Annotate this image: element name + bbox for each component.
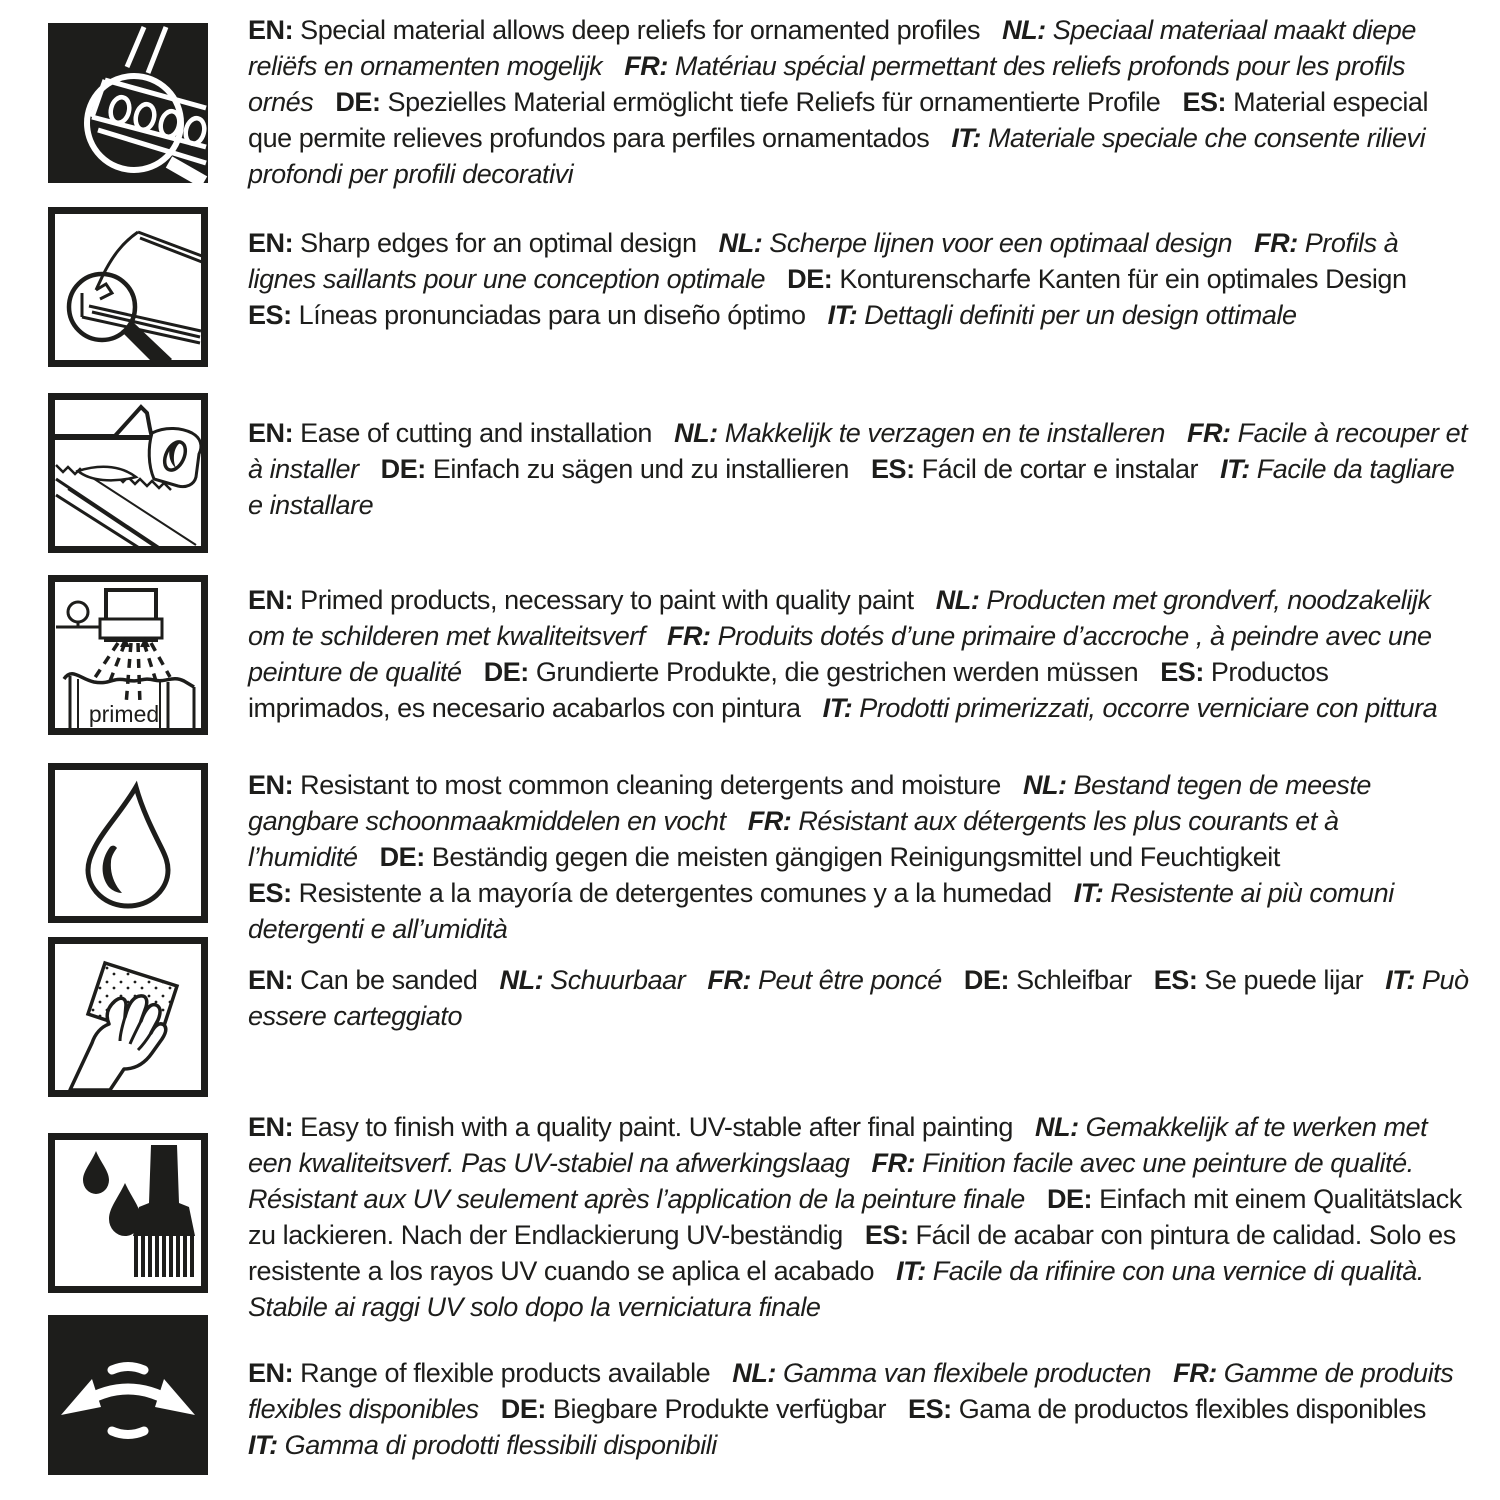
lang-en [248,228,697,258]
lang-text: Gamma di prodotti flessibili disponibili [284,1430,717,1460]
lang-es [908,1394,1426,1424]
feature-text-cutting [248,415,1470,523]
lang-text: Primed products, necessary to paint with quality paint [300,585,914,615]
feature-text-moisture [248,767,1470,947]
lang-label: DE: [500,1394,546,1424]
lang-label: IT: [822,693,853,723]
lang-de [484,657,1138,687]
lang-es [248,878,1052,908]
lang-text: Grundierte Produkte, die gestrichen werden müssen [535,657,1139,687]
lang-text: Productos imprimados, es necesario acabarlos con pintura [248,657,1329,723]
ornamented-profile-magnifier-icon [48,23,208,183]
lang-nl [732,1358,1151,1388]
lang-text: Résistant aux détergents les plus courants et à l’humidité [248,806,1339,872]
lang-text: Einfach zu sägen und zu installieren [432,454,849,484]
lang-text: Líneas pronunciadas para un diseño óptimo [298,300,806,330]
lang-label: FR: [1186,418,1231,448]
lang-label: ES: [248,300,292,330]
lang-label: IT: [1073,878,1104,908]
lang-text: Schleifbar [1016,965,1132,995]
lang-label: FR: [871,1148,916,1178]
lang-text: Special material allows deep reliefs for ornamented profiles [300,15,981,45]
lang-label: ES: [1182,87,1227,117]
lang-text: Produits dotés d’une primaire d’accroche , à peindre avec une peinture de qualité [248,621,1432,687]
lang-label: DE: [787,264,833,294]
lang-text: Prodotti primerizzati, occorre verniciare con pittura [859,693,1438,723]
lang-label: NL: [732,1358,776,1388]
feature-text-deep-reliefs [248,12,1470,192]
lang-label: ES: [864,1220,909,1250]
lang-text: Scherpe lijnen voor een optimaal design [769,228,1233,258]
lang-text: Dettagli definiti per un design ottimale [864,300,1297,330]
lang-label: EN: [248,585,294,615]
lang-label: EN: [248,15,294,45]
primed-label: primed [88,701,160,727]
lang-text: Gamme de produits flexibles disponibles [248,1358,1454,1424]
lang-label: DE: [1046,1184,1093,1214]
lang-text: Makkelijk te verzagen en te installeren [724,418,1165,448]
lang-en [248,418,652,448]
lang-text: Beständig gegen die meisten gängigen Reinigungsmittel und Feuchtigkeit [431,842,1280,872]
lang-label: EN: [248,1358,294,1388]
lang-en [248,585,914,615]
lang-text: Bestand tegen de meeste gangbare schoonmaakmiddelen en vocht [248,770,1371,836]
lang-de [501,1394,886,1424]
lang-label: EN: [248,228,294,258]
lang-label: NL: [935,585,980,615]
lang-text: Easy to finish with a quality paint. UV-stable after final painting [300,1112,1013,1142]
lang-label: ES: [908,1394,952,1424]
lang-label: EN: [248,418,294,448]
lang-en [248,1358,710,1388]
lang-label: DE: [963,965,1010,995]
lang-de [787,264,1406,294]
lang-label: IT: [1220,454,1250,484]
lang-text: Konturenscharfe Kanten für ein optimales Design [839,264,1407,294]
lang-text: Se puede lijar [1204,965,1364,995]
lang-nl [500,965,686,995]
lang-en [248,770,1001,800]
hand-sanding-icon [48,937,208,1097]
lang-nl [674,418,1165,448]
sharp-edges-magnifier-icon [48,207,208,367]
feature-text-primed [248,582,1470,726]
lang-label: DE: [483,657,529,687]
lang-label: NL: [1002,15,1046,45]
lang-text: Fácil de acabar con pintura de calidad. Solo es resistente a los rayos UV cuando se aplica el acabado [248,1220,1456,1286]
lang-label: IT: [896,1256,926,1286]
lang-text: Biegbare Produkte verfügbar [552,1394,886,1424]
lang-label: IT: [827,300,858,330]
lang-text: Spezielles Material ermöglicht tiefe Reliefs für ornamentierte Profile [387,87,1161,117]
feature-text-sharp-edges [248,225,1470,333]
lang-label: ES: [1153,965,1198,995]
lang-text: Gama de productos flexibles disponibles [958,1394,1426,1424]
lang-label: NL: [718,228,763,258]
lang-label: FR: [707,965,751,995]
lang-text: Matériau spécial permettant des reliefs profonds pour les profils ornés [248,51,1406,117]
lang-label: EN: [248,1112,294,1142]
lang-text: Resistente a la mayoría de detergentes comunes y a la humedad [298,878,1052,908]
moisture-droplet-icon [48,763,208,923]
lang-en [248,1112,1013,1142]
lang-it [828,300,1297,330]
lang-label: ES: [248,878,292,908]
lang-text: Peut être poncé [757,965,942,995]
lang-label: FR: [1173,1358,1217,1388]
lang-text: Can be sanded [300,965,478,995]
lang-label: NL: [1034,1112,1079,1142]
lang-es [871,454,1198,484]
lang-text: Ease of cutting and installation [300,418,652,448]
paint-brush-drops-icon [48,1133,208,1293]
lang-de [380,842,1280,872]
lang-de [335,87,1160,117]
feature-text-finish-paint [248,1109,1470,1325]
lang-label: DE: [335,87,381,117]
lang-it [248,1430,717,1460]
lang-label: NL: [674,418,718,448]
lang-text: Gemakkelijk af te werken met een kwaliteitsverf. Pas UV-stabiel na afwerkingslaag [248,1112,1428,1178]
lang-en [248,15,980,45]
lang-text: Einfach mit einem Qualitätslack zu lackieren. Nach der Endlackierung UV-beständig [248,1184,1462,1250]
lang-es [248,300,806,330]
lang-label: ES: [870,454,915,484]
lang-text: Facile da rifinire con una vernice di qualità. Stabile ai raggi UV solo dopo la verniciatura finale [248,1256,1424,1322]
lang-de [381,454,849,484]
lang-label: ES: [1160,657,1204,687]
lang-label: FR: [666,621,711,651]
lang-text: Facile à recouper et à installer [248,418,1468,484]
lang-text: Fácil de cortar e instalar [921,454,1199,484]
lang-text: Schuurbaar [550,965,686,995]
feature-text-sanding [248,962,1470,1034]
lang-label: NL: [1022,770,1067,800]
lang-label: FR: [624,51,668,81]
lang-label: EN: [248,965,294,995]
lang-es [1154,965,1363,995]
lang-text: Material especial que permite relieves profundos para perfiles ornamentados [248,87,1429,153]
lang-label: IT: [1385,965,1415,995]
lang-text: Gamma van flexibele producten [782,1358,1152,1388]
lang-nl [719,228,1232,258]
feature-text-flexible [248,1355,1470,1463]
lang-text: Resistant to most common cleaning detergents and moisture [300,770,1001,800]
lang-text: Sharp edges for an optimal design [300,228,697,258]
lang-de [964,965,1132,995]
flexibility-arrows-icon [48,1315,208,1475]
lang-label: IT: [951,123,981,153]
lang-text: Range of flexible products available [300,1358,711,1388]
lang-fr [707,965,942,995]
lang-text: Facile da tagliare e installare [248,454,1455,520]
lang-label: DE: [379,842,425,872]
lang-text: Speciaal materiaal maakt diepe reliëfs en ornamenten mogelijk [248,15,1416,81]
lang-text: Finition facile avec une peinture de qualité. Résistant aux UV seulement après l’application de la peinture finale [248,1148,1414,1214]
saw-cutting-icon [48,393,208,553]
lang-text: Resistente ai più comuni detergenti e all’umidità [248,878,1394,944]
primer-spray-icon [48,575,208,735]
lang-text: Materiale speciale che consente rilievi profondi per profili decorativi [248,123,1426,189]
lang-label: NL: [499,965,544,995]
lang-text: Producten met grondverf, noodzakelijk om te schilderen met kwaliteitsverf [248,585,1431,651]
lang-it [823,693,1438,723]
lang-label: IT: [248,1430,278,1460]
lang-label: DE: [380,454,426,484]
lang-text: Profils à lignes saillants pour une conception optimale [248,228,1399,294]
lang-label: FR: [747,806,792,836]
lang-label: EN: [248,770,294,800]
lang-en [248,965,477,995]
lang-label: FR: [1254,228,1298,258]
lang-text: Può essere carteggiato [248,965,1469,1031]
